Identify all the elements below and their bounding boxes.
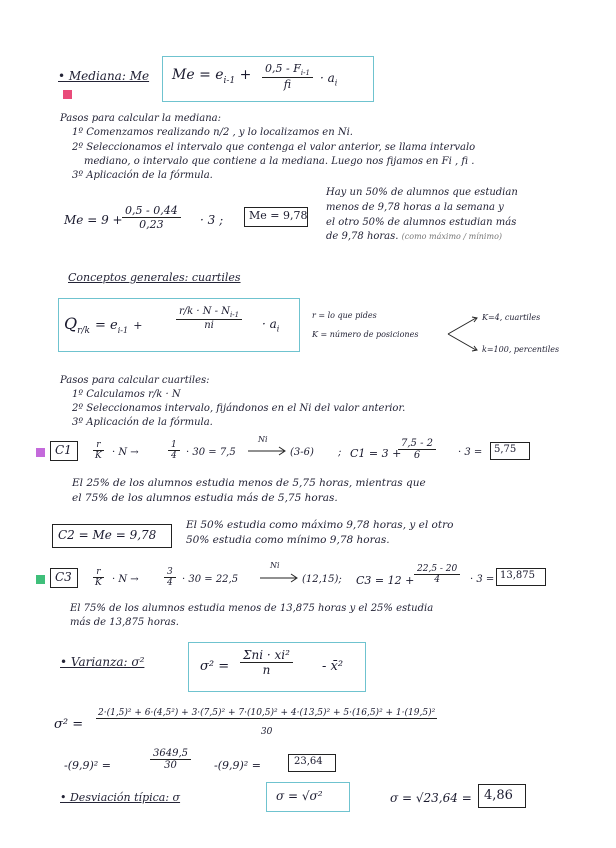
c3-text-2: más de 13,875 horas. bbox=[70, 617, 179, 628]
c1-calc-tail: · 3 = bbox=[458, 447, 483, 458]
quartile-legend-r: r = lo que pides bbox=[312, 311, 377, 320]
green-marker bbox=[36, 575, 45, 584]
median-step-3: 3º Aplicación de la fórmula. bbox=[72, 170, 213, 181]
c1-calc-fraction: $\frac{7,5 - 2}{6}$ bbox=[398, 438, 436, 461]
variance-line2-tail: -(9,9)² = bbox=[214, 759, 261, 772]
branch-arrows-icon bbox=[446, 314, 480, 354]
quartile-legend-k100: k=100, percentiles bbox=[482, 345, 560, 354]
quartile-step-2: 2º Seleccionamos intervalo, fijándonos en el Ni del valor anterior. bbox=[72, 403, 406, 414]
quartile-step-3: 3º Aplicación de la fórmula. bbox=[72, 417, 213, 428]
stddev-calc: σ = √23,64 = bbox=[390, 791, 472, 805]
c1-semicolon: ; bbox=[338, 447, 342, 458]
c3-calc-fraction: $\frac{22,5 - 20}{4}$ bbox=[414, 564, 460, 585]
median-calc-fraction: $\frac{0,5 - 0,44}{0,23}$ bbox=[122, 204, 181, 231]
variance-heading: • Varianza: σ² bbox=[60, 655, 145, 669]
variance-calc-fraction: 2·(1,5)² + 6·(4,5²) + 3·(7,5)² + 7·(10,5)² + 4·(13,5)² + 5·(16,5)² + 1·(19,5)² 30 bbox=[98, 708, 436, 737]
c3-text-1: El 75% de los alumnos estudia menos de 13,875 horas y el 25% estudia bbox=[70, 603, 434, 614]
median-calc-tail: · 3 ; bbox=[200, 213, 224, 227]
c3-arrow-label: Ni bbox=[270, 561, 280, 570]
median-formula-tail: · $a_i$ bbox=[320, 71, 338, 88]
median-step-2a: 2º Seleccionamos el intervalo que contenga el valor anterior, se llama intervalo bbox=[72, 142, 476, 153]
c1-label: C1 bbox=[55, 443, 72, 457]
c3-quarter-fraction: $\frac{3}{4}$ bbox=[164, 567, 176, 588]
median-note-2: menos de 9,78 horas a la semana y bbox=[326, 202, 504, 213]
c1-arrow-label: Ni bbox=[258, 435, 268, 444]
c3-calc-tail: · 3 = bbox=[470, 574, 495, 585]
median-formula-fraction: $\frac{0,5 - F_{i-1}}{fi}$ bbox=[262, 62, 313, 91]
variance-line2-fraction: $\frac{3649,5}{30}$ bbox=[150, 748, 191, 771]
quartile-formula-tail: · $a_i$ bbox=[262, 317, 280, 334]
median-note-3: el otro 50% de alumnos estudian más bbox=[326, 217, 517, 228]
median-calc-lhs: Me = 9 + bbox=[64, 213, 123, 227]
c3-mult: · 30 = 22,5 bbox=[182, 574, 239, 585]
c2-box-text: C2 = Me = 9,78 bbox=[58, 528, 157, 542]
quartiles-heading: Conceptos generales: cuartiles bbox=[68, 271, 241, 284]
median-step-2b: mediano, o intervalo que contiene a la mediana. Luego nos fijamos en Fi , fi . bbox=[84, 156, 475, 167]
median-result: Me = 9,78 bbox=[249, 209, 308, 222]
right-arrow-icon bbox=[248, 446, 288, 456]
c3-label: C3 bbox=[55, 570, 72, 584]
c2-text-1: El 50% estudia como máximo 9,78 horas, y el otro bbox=[186, 519, 454, 531]
c1-text-2: el 75% de los alumnos estudia más de 5,75 horas. bbox=[72, 492, 338, 504]
variance-formula-lhs: σ² = bbox=[200, 659, 230, 674]
variance-calc-lhs: σ² = bbox=[54, 717, 84, 732]
c1-mult: · 30 = 7,5 bbox=[186, 447, 236, 458]
stddev-result: 4,86 bbox=[484, 788, 513, 803]
c1-rk-tail: · N → bbox=[112, 447, 139, 458]
c3-rk-fraction: $\frac{r}{K}$ bbox=[95, 567, 102, 588]
c1-result: 5,75 bbox=[494, 444, 517, 455]
median-note-4: de 9,78 horas. (como máximo / mínimo) bbox=[326, 231, 503, 242]
c3-calc-lhs: C3 = 12 + bbox=[356, 574, 415, 587]
stddev-formula: σ = √σ² bbox=[276, 789, 323, 803]
c1-calc-lhs: C1 = 3 + bbox=[350, 447, 402, 460]
quartile-formula-lhs: $Q_{r/k} = e_{i-1}$ + bbox=[64, 314, 143, 337]
quartile-steps-title: Pasos para calcular cuartiles: bbox=[60, 375, 210, 386]
variance-formula-fraction: Σni · xi² n bbox=[240, 648, 293, 677]
pink-marker bbox=[63, 90, 72, 99]
stddev-heading: • Desviación típica: σ bbox=[60, 791, 181, 804]
c1-rk-fraction: $\frac{r}{K}$ bbox=[95, 440, 102, 461]
c3-result: 13,875 bbox=[500, 570, 535, 581]
variance-formula-tail: - x̄² bbox=[322, 659, 344, 674]
c3-rk-tail: · N → bbox=[112, 574, 139, 585]
purple-marker bbox=[36, 448, 45, 457]
c1-interval: (3-6) bbox=[290, 447, 314, 458]
median-steps-title: Pasos para calcular la mediana: bbox=[60, 113, 221, 124]
variance-result: 23,64 bbox=[294, 756, 323, 767]
quartile-legend-k4: K=4, cuartiles bbox=[482, 313, 541, 322]
median-formula-lhs: $Me = e_{i-1}$ + bbox=[172, 67, 252, 86]
right-arrow-icon bbox=[260, 573, 300, 583]
c3-interval: (12,15); bbox=[302, 574, 342, 585]
quartile-legend-k: K = número de posiciones bbox=[312, 330, 419, 339]
quartile-formula-fraction: $\frac{r/k \cdot N - N_{i-1}}{ni}$ bbox=[176, 306, 242, 331]
variance-line2-lhs: -(9,9)² = bbox=[64, 759, 111, 772]
median-step-1: 1º Comenzamos realizando n/2 , y lo localizamos en Ni. bbox=[72, 127, 353, 138]
median-note-1: Hay un 50% de alumnos que estudian bbox=[326, 187, 518, 198]
c2-text-2: 50% estudia como mínimo 9,78 horas. bbox=[186, 534, 390, 546]
quartile-step-1: 1º Calculamos r/k · N bbox=[72, 389, 181, 400]
c1-text-1: El 25% de los alumnos estudia menos de 5,75 horas, mientras que bbox=[72, 477, 426, 489]
median-heading: • Mediana: Me bbox=[58, 69, 150, 83]
c1-quarter-fraction: $\frac{1}{4}$ bbox=[168, 440, 180, 461]
